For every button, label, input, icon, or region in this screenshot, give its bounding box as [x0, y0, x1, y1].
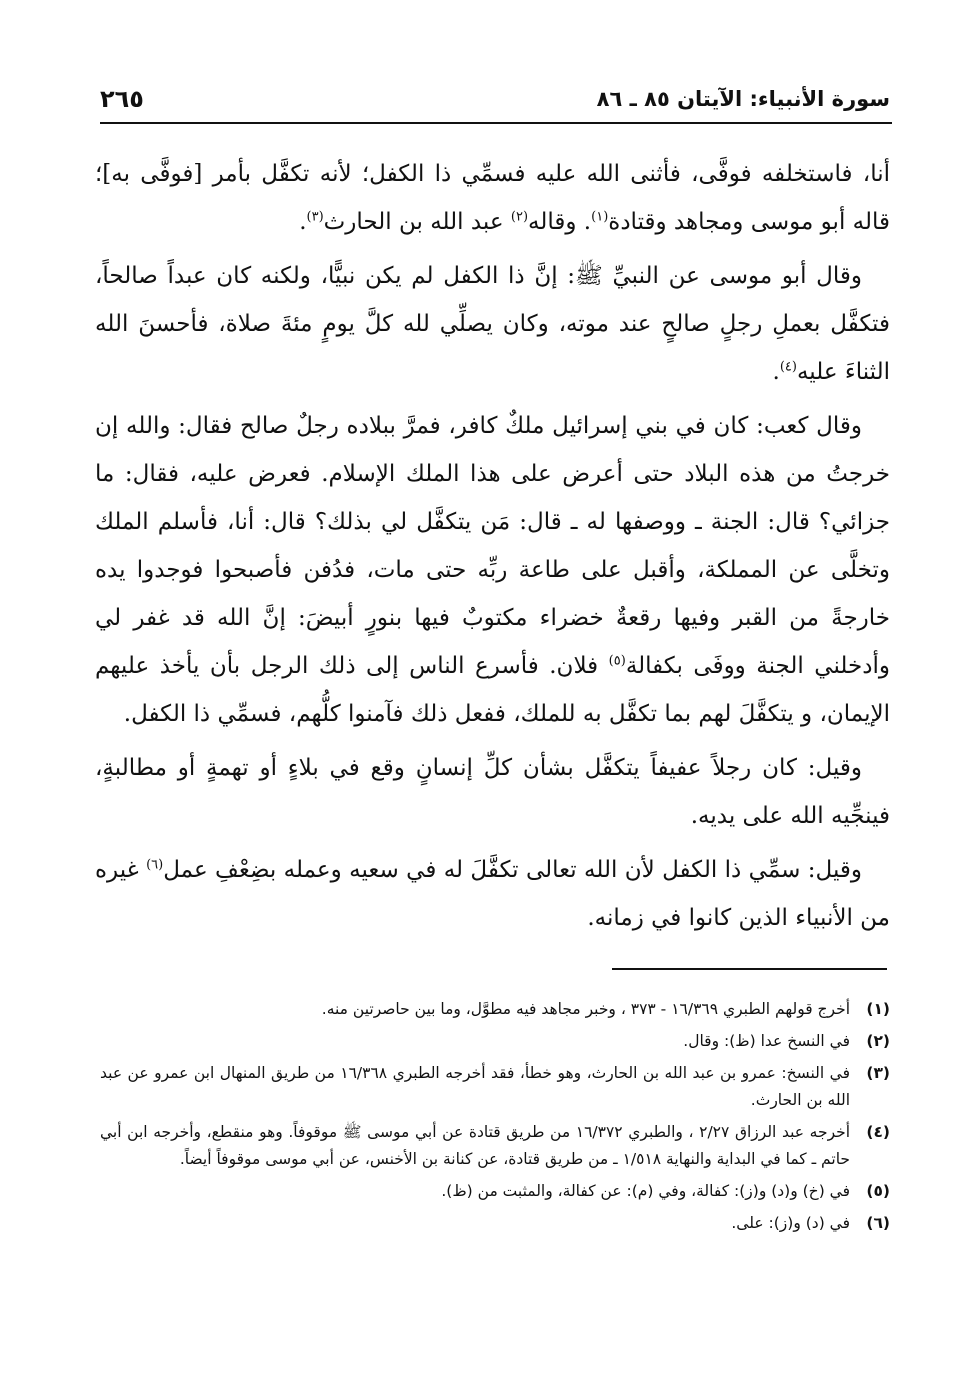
- paragraph-text: .: [299, 209, 307, 235]
- paragraph-text: غيره من الأنبياء الذين كانوا في زمانه.: [95, 857, 890, 931]
- footnote-3: [100, 1060, 890, 1114]
- footnote-number: (٤): [866, 1123, 890, 1141]
- header-divider: [100, 122, 892, 124]
- footnote-4: [100, 1119, 890, 1173]
- footnote-number: (٢): [866, 1032, 890, 1050]
- paragraph-text: وقال أبو موسى عن النبيِّ ﷺ: إنَّ ذا الكفل لم يكن نبيًّا، ولكنه كان عبداً صالحاً، فتكفَّل بعملِ رجلٍ صالحٍ عند موته، وكان يصلِّي لله كلَّ يومٍ مئةَ صلاة، فأحسنَ الله الثناءَ عليه: [95, 263, 890, 385]
- paragraph-2: [95, 252, 890, 396]
- footnote-number: (١): [866, 1000, 890, 1018]
- footnote-ref: (٣): [306, 209, 324, 225]
- footnote-number: (٣): [866, 1064, 890, 1082]
- paragraph-text: فلان. فأسرع الناس إلى ذلك الرجل بأن يأخذ عليهم الإيمان، و يتكفَّلَ لهم بما تكفَّل به للملك، ففعل ذلك فآمنوا كلُّهم، فسمِّي ذا الكفل.: [95, 653, 890, 727]
- footnote-ref: (٥): [608, 653, 626, 669]
- footnote-text: في النسخ عدا (ظ): وقال.: [683, 1032, 850, 1050]
- paragraph-text: .: [772, 359, 780, 385]
- footnote-5: [100, 1178, 890, 1205]
- footnote-number: (٦): [866, 1214, 890, 1232]
- paragraph-3: [95, 402, 890, 738]
- footnote-2: [100, 1028, 890, 1055]
- footnote-divider: [612, 968, 887, 970]
- paragraph-5: [95, 846, 890, 942]
- footnote-text: في (خ) و(د) و(ز): كفالة، وفي (م): عن كفالة، والمثبت من (ظ).: [441, 1182, 850, 1200]
- footnotes: [100, 996, 890, 1242]
- page-header: [100, 78, 890, 120]
- footnote-text: أخرج قولهم الطبري ١٦/٣٦٩ - ٣٧٣ ، وخبر مجاهد فيه مطوَّل، وما بين حاصرتين منه.: [321, 1000, 850, 1018]
- main-text: [95, 150, 890, 948]
- paragraph-text: وقيل: كان رجلاً عفيفاً يتكفَّل بشأن كلِّ إنسانٍ وقع في بلاءٍ أو تهمةٍ أو مطالبةٍ، فينجِّيه الله على يديه.: [95, 755, 890, 829]
- paragraph-1: [95, 150, 890, 246]
- footnote-6: [100, 1210, 890, 1237]
- paragraph-text: عبد الله بن الحارث: [323, 209, 511, 235]
- paragraph-4: [95, 744, 890, 840]
- paragraph-text: وقال كعب: كان في بني إسرائيل ملكٌ كافر، فمرَّ ببلاده رجلٌ صالح فقال: والله إن خرجتُ من هذه البلاد حتى أعرض على هذا الملك الإسلام. فعرض عليه، فقال: ما جزائي؟ قال: الجنة ـ ووصفها له ـ قال: مَن يتكفَّل لي بذلك؟ قال: أنا، فأسلم الملك وتخلَّى عن المملكة، وأقبل على طاعة ربِّه حتى مات، فدُفن فأصبحوا فوجدوا يده خارجةً من القبر وفيها رقعةٌ خضراء مكتوبٌ فيها بنورٍ أبيضَ: إنَّ الله قد غفر لي وأدخلني الجنة ووفَى بكفالة: [95, 413, 890, 679]
- footnote-ref: (٢): [510, 209, 529, 225]
- paragraph-text: وقيل: سمِّي ذا الكفل لأن الله تعالى تكفَّلَ له في سعيه وعمله بضِعْفِ عمل: [163, 857, 862, 883]
- footnote-number: (٥): [866, 1182, 890, 1200]
- running-title: سورة الأنبياء: الآيتان ٨٥ ـ ٨٦: [596, 87, 890, 111]
- footnote-text: أخرجه عبد الرزاق ٢/٢٧ ، والطبري ١٦/٣٧٢ من طريق قتادة عن أبي موسى ﷺ موقوفاً. وهو منقطع، وأخرجه ابن أبي حاتم ـ كما في البداية والنهاية ١/٥١٨ ـ من طريق قتادة، عن كنانة بن الأخنس، عن أبي موسى موقوفاً أيضاً.: [100, 1123, 851, 1168]
- footnote-ref: (١): [591, 209, 609, 225]
- footnote-ref: (٦): [146, 857, 164, 873]
- footnote-ref: (٤): [779, 359, 797, 375]
- page-number: ٢٦٥: [100, 85, 144, 113]
- footnote-1: [100, 996, 890, 1023]
- footnote-text: في النسخ: عمرو بن عبد الله بن الحارث، وهو خطأ، فقد أخرجه الطبري ١٦/٣٦٨ من طريق المنهال ابن عمرو عن عبد الله بن الحارث.: [100, 1064, 850, 1109]
- paragraph-text: أنا، فاستخلفه فوفَّى، فأثنى الله عليه فسمِّي ذا الكفل؛ لأنه تكفَّل بأمر [فوفَّى به]؛ قاله أبو موسى ومجاهد وقتادة: [95, 161, 890, 235]
- footnote-text: في (د) و(ز): على.: [731, 1214, 850, 1232]
- paragraph-text: . وقاله: [528, 209, 592, 235]
